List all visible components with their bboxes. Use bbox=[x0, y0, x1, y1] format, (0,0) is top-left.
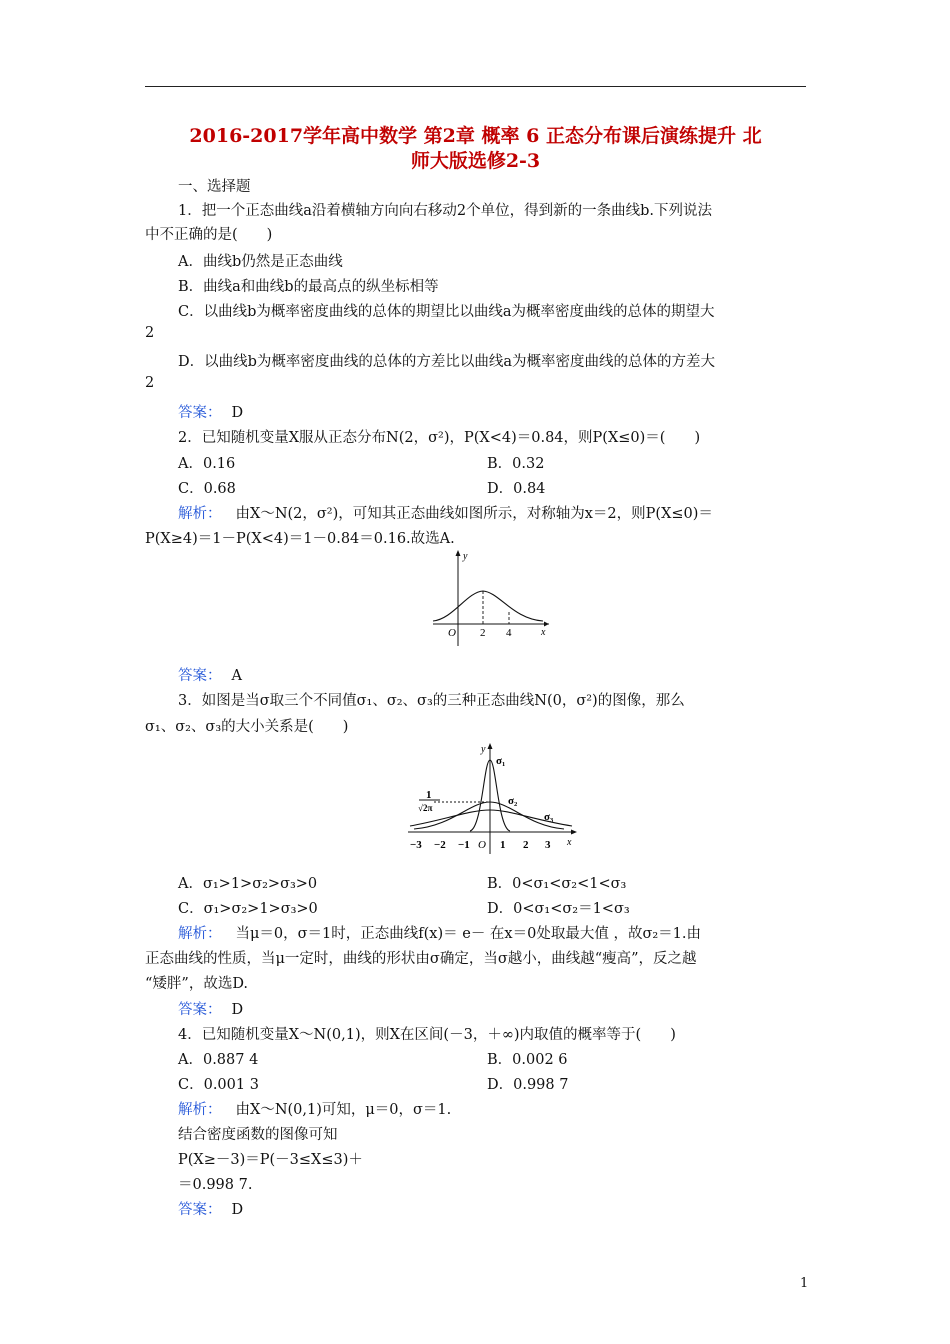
q2-normal-curve-figure bbox=[425, 546, 555, 652]
q3-analysis-line-2: 正态曲线的性质，当μ一定时，曲线的形状由σ确定，当σ越小，曲线越“瘦高”，反之越 bbox=[145, 951, 697, 967]
q3-y-arrow bbox=[488, 743, 493, 749]
q2-option-d: D．0.84 bbox=[487, 481, 546, 497]
q3-option-a: A．σ₁>1>σ₂>σ₃>0 bbox=[178, 876, 318, 892]
q1-answer-value: D bbox=[231, 405, 244, 421]
q3-option-d: D．0<σ₁<σ₂＝1<σ₃ bbox=[487, 901, 630, 917]
q3-answer-label: 答案： bbox=[178, 1002, 222, 1018]
document-title bbox=[145, 124, 806, 174]
q3-tick-neg1: −1 bbox=[458, 839, 470, 851]
q2-option-a: A．0.16 bbox=[178, 456, 236, 472]
q1-option-c-line-2: 2 bbox=[145, 325, 155, 341]
q1-option-b: B．曲线a和曲线b的最高点的纵坐标相等 bbox=[178, 279, 439, 295]
q4-analysis-label: 解析： bbox=[178, 1102, 222, 1118]
q4-analysis-line-1 bbox=[178, 1098, 451, 1119]
q3-answer bbox=[178, 998, 243, 1019]
q2-analysis-label: 解析： bbox=[178, 506, 222, 522]
q4-option-b: B．0.002 6 bbox=[487, 1052, 568, 1068]
q2-tick-2: 2 bbox=[480, 627, 486, 639]
q2-analysis-line-1 bbox=[178, 502, 713, 523]
q3-tick-neg2: −2 bbox=[434, 839, 446, 851]
header-rule bbox=[145, 86, 806, 87]
q2-answer bbox=[178, 664, 242, 685]
q4-option-a: A．0.887 4 bbox=[178, 1052, 259, 1068]
q1-option-a: A．曲线b仍然是正态曲线 bbox=[178, 254, 343, 270]
q3-sigma3-label: σ₃ bbox=[544, 811, 554, 823]
q1-answer-label: 答案： bbox=[178, 405, 222, 421]
q2-y-label: y bbox=[463, 551, 468, 562]
q3-analysis-text-1: 当μ＝0，σ＝1时，正态曲线f(x)＝ e－ 在x＝0处取最大值 ，故σ₂＝1.由 bbox=[235, 926, 701, 942]
page-number: 1 bbox=[800, 1276, 809, 1291]
q3-origin-label: O bbox=[478, 839, 486, 851]
q1-option-c-line-1: C．以曲线b为概率密度曲线的总体的期望比以曲线a为概率密度曲线的总体的期望大 bbox=[178, 304, 715, 320]
q3-x-arrow bbox=[571, 830, 577, 835]
q3-answer-value: D bbox=[231, 1002, 244, 1018]
q3-sigma2-label: σ₂ bbox=[508, 795, 518, 807]
q2-x-label: x bbox=[541, 627, 546, 638]
q2-curve bbox=[433, 591, 543, 621]
q4-analysis-line-4: ＝0.998 7. bbox=[178, 1177, 253, 1193]
q3-option-b: B．0<σ₁<σ₂<1<σ₃ bbox=[487, 876, 627, 892]
q3-x-label: x bbox=[567, 837, 572, 848]
q3-tick-1: 1 bbox=[500, 839, 506, 851]
q3-fraction-numerator: 1 bbox=[426, 789, 432, 801]
q2-x-arrow bbox=[544, 622, 549, 627]
q3-y-label: y bbox=[481, 744, 486, 755]
q4-option-c: C．0.001 3 bbox=[178, 1077, 259, 1093]
q3-stem-line-1: 3．如图是当σ取三个不同值σ₁、σ₂、σ₃的三种正态曲线N(0，σ²)的图像，那么 bbox=[178, 693, 685, 709]
q4-analysis-text-1: 由X～N(0,1)可知，μ＝0，σ＝1. bbox=[235, 1102, 452, 1118]
q2-answer-value: A bbox=[231, 668, 242, 684]
q2-analysis-line-2: P(X≥4)＝1－P(X<4)＝1－0.84＝0.16.故选A. bbox=[145, 531, 455, 547]
q3-curve-sigma2 bbox=[414, 802, 564, 829]
q3-tick-3: 3 bbox=[545, 839, 551, 851]
q2-option-b: B．0.32 bbox=[487, 456, 545, 472]
q4-answer-value: D bbox=[231, 1202, 244, 1218]
q2-tick-4: 4 bbox=[506, 627, 512, 639]
q3-analysis-line-3: “矮胖”，故选D. bbox=[145, 976, 249, 992]
section-heading: 一、选择题 bbox=[178, 179, 251, 195]
q2-stem: 2．已知随机变量X服从正态分布N(2，σ²)，P(X<4)＝0.84，则P(X≤0)＝( ) bbox=[178, 430, 701, 446]
title-line-2: 师大版选修2-3 bbox=[410, 150, 541, 172]
q4-option-d: D．0.998 7 bbox=[487, 1077, 569, 1093]
q4-analysis-line-3: P(X≥－3)＝P(－3≤X≤3)＋ bbox=[178, 1152, 363, 1168]
q2-y-arrow bbox=[456, 550, 461, 556]
q1-option-d-line-2: 2 bbox=[145, 375, 155, 391]
q4-answer bbox=[178, 1198, 243, 1219]
q1-stem-line-1: 1．把一个正态曲线a沿着横轴方向向右移动2个单位，得到新的一条曲线b.下列说法 bbox=[178, 203, 712, 219]
q4-stem: 4．已知随机变量X～N(0,1)，则X在区间(－3，＋∞)内取值的概率等于( ) bbox=[178, 1027, 676, 1043]
q3-stem-line-2: σ₁、σ₂、σ₃的大小关系是( ) bbox=[145, 719, 349, 735]
q1-stem-line-2: 中不正确的是( ) bbox=[145, 227, 273, 243]
q2-origin-label: O bbox=[448, 627, 456, 639]
title-line-1: 2016-2017学年高中数学 第2章 概率 6 正态分布课后演练提升 北 bbox=[189, 125, 762, 147]
q3-normal-curves-figure bbox=[404, 740, 582, 858]
q3-option-c: C．σ₁>σ₂>1>σ₃>0 bbox=[178, 901, 318, 917]
q3-sigma1-label: σ₁ bbox=[496, 755, 506, 767]
q3-fraction-denominator: √2π bbox=[418, 803, 433, 813]
q4-answer-label: 答案： bbox=[178, 1202, 222, 1218]
q2-option-c: C．0.68 bbox=[178, 481, 236, 497]
q2-answer-label: 答案： bbox=[178, 668, 222, 684]
q1-answer bbox=[178, 401, 243, 422]
q3-analysis-label: 解析： bbox=[178, 926, 222, 942]
q1-option-d-line-1: D．以曲线b为概率密度曲线的总体的方差比以曲线a为概率密度曲线的总体的方差大 bbox=[178, 354, 716, 370]
q3-tick-neg3: −3 bbox=[410, 839, 422, 851]
q3-analysis-line-1 bbox=[178, 922, 701, 943]
q3-tick-2: 2 bbox=[523, 839, 529, 851]
q2-analysis-text-1: 由X～N(2，σ²)，可知其正态曲线如图所示，对称轴为x＝2，则P(X≤0)＝ bbox=[235, 506, 713, 522]
q4-analysis-line-2: 结合密度函数的图像可知 bbox=[178, 1127, 338, 1143]
